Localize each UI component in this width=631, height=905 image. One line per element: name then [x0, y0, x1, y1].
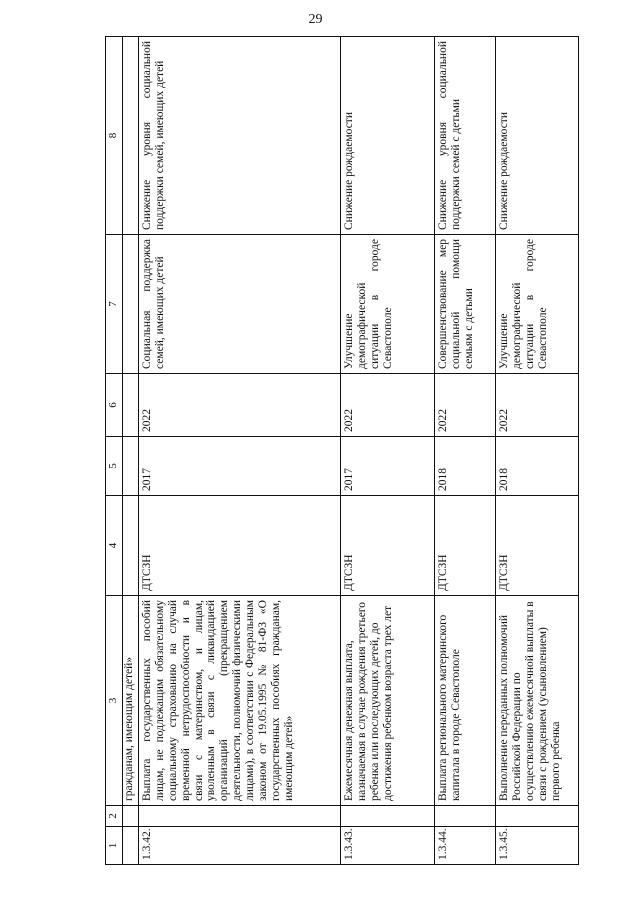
- continuation-row: [123, 37, 139, 865]
- row-consequence: Снижение рождаемости: [496, 37, 579, 235]
- row-start-year: 2018: [496, 437, 579, 496]
- row-number: 1.3.44.: [435, 827, 496, 865]
- row-result: Совершенствование мер социальной помощи семьям с детьми: [435, 235, 496, 374]
- row-end-year: 2022: [341, 374, 435, 437]
- table-row: [139, 37, 341, 865]
- row-number: 1.3.45.: [496, 827, 579, 865]
- col-header-5: 5: [106, 437, 123, 496]
- row-measure: Ежемесячная денежная выплата, назначаемая в случае рождения третьего ребенка или последующих детей, до достижения ребенком возраста трех лет: [341, 596, 435, 806]
- row-measure: Выплата государственных пособий лицам, не подлежащим обязательному социальному страхованию на случай временной нетрудоспособности и в связи с материнством, и лицам, уволенным в связи с ликвидацией организаций (прекращением деятельности, полномочий физическими лицами), в соответствии с Федеральным законом от 19.05.1995 № 81-ФЗ «О государственных пособиях гражданам, имеющим детей»: [139, 596, 341, 806]
- table-row: [435, 37, 496, 865]
- cell: [123, 235, 139, 374]
- cell: [123, 827, 139, 865]
- cell: [123, 806, 139, 827]
- row-result: Социальная поддержка семей, имеющих детей: [139, 235, 341, 374]
- row-consequence: Снижение уровня социальной поддержки семей, имеющих детей: [139, 37, 341, 235]
- page-number: 29: [308, 12, 323, 27]
- header-row: [106, 37, 123, 865]
- row-name: [139, 806, 341, 827]
- row-start-year: 2017: [139, 437, 341, 496]
- col-header-1: 1: [106, 827, 123, 865]
- col-header-7: 7: [106, 235, 123, 374]
- row-end-year: 2022: [435, 374, 496, 437]
- row-result: Улучшение демографической ситуации в городе Севастополе: [341, 235, 435, 374]
- cell: [123, 37, 139, 235]
- row-consequence: Снижение уровня социальной поддержки семей с детьми: [435, 37, 496, 235]
- cell: [123, 437, 139, 496]
- row-end-year: 2022: [139, 374, 341, 437]
- row-start-year: 2017: [341, 437, 435, 496]
- row-executor: ДТСЗН: [341, 496, 435, 596]
- col-header-6: 6: [106, 374, 123, 437]
- cell: [123, 496, 139, 596]
- row-measure: Выплата регионального материнского капитала в городе Севастополе: [435, 596, 496, 806]
- col-header-8: 8: [106, 37, 123, 235]
- row-executor: ДТСЗН: [496, 496, 579, 596]
- row-name: [496, 806, 579, 827]
- cell: [123, 374, 139, 437]
- rotated-page-content: [105, 37, 562, 865]
- measures-table: [105, 36, 579, 865]
- row-executor: ДТСЗН: [435, 496, 496, 596]
- row-number: 1.3.43.: [341, 827, 435, 865]
- col-header-2: 2: [106, 806, 123, 827]
- row-number: 1.3.42.: [139, 827, 341, 865]
- col-header-4: 4: [106, 496, 123, 596]
- table-row: [341, 37, 435, 865]
- row-measure: Выполнение переданных полномочий Российской Федерации по осуществлению ежемесячной выплаты в связи с рождением (усыновлением) первого ребенка: [496, 596, 579, 806]
- col-header-3: 3: [106, 596, 123, 806]
- row-name: [435, 806, 496, 827]
- continuation-text: гражданам, имеющим детей»: [123, 596, 139, 806]
- row-end-year: 2022: [496, 374, 579, 437]
- row-name: [341, 806, 435, 827]
- row-executor: ДТСЗН: [139, 496, 341, 596]
- row-start-year: 2018: [435, 437, 496, 496]
- table-row: [496, 37, 579, 865]
- row-consequence: Снижение рождаемости: [341, 37, 435, 235]
- row-result: Улучшение демографической ситуации в городе Севастополе: [496, 235, 579, 374]
